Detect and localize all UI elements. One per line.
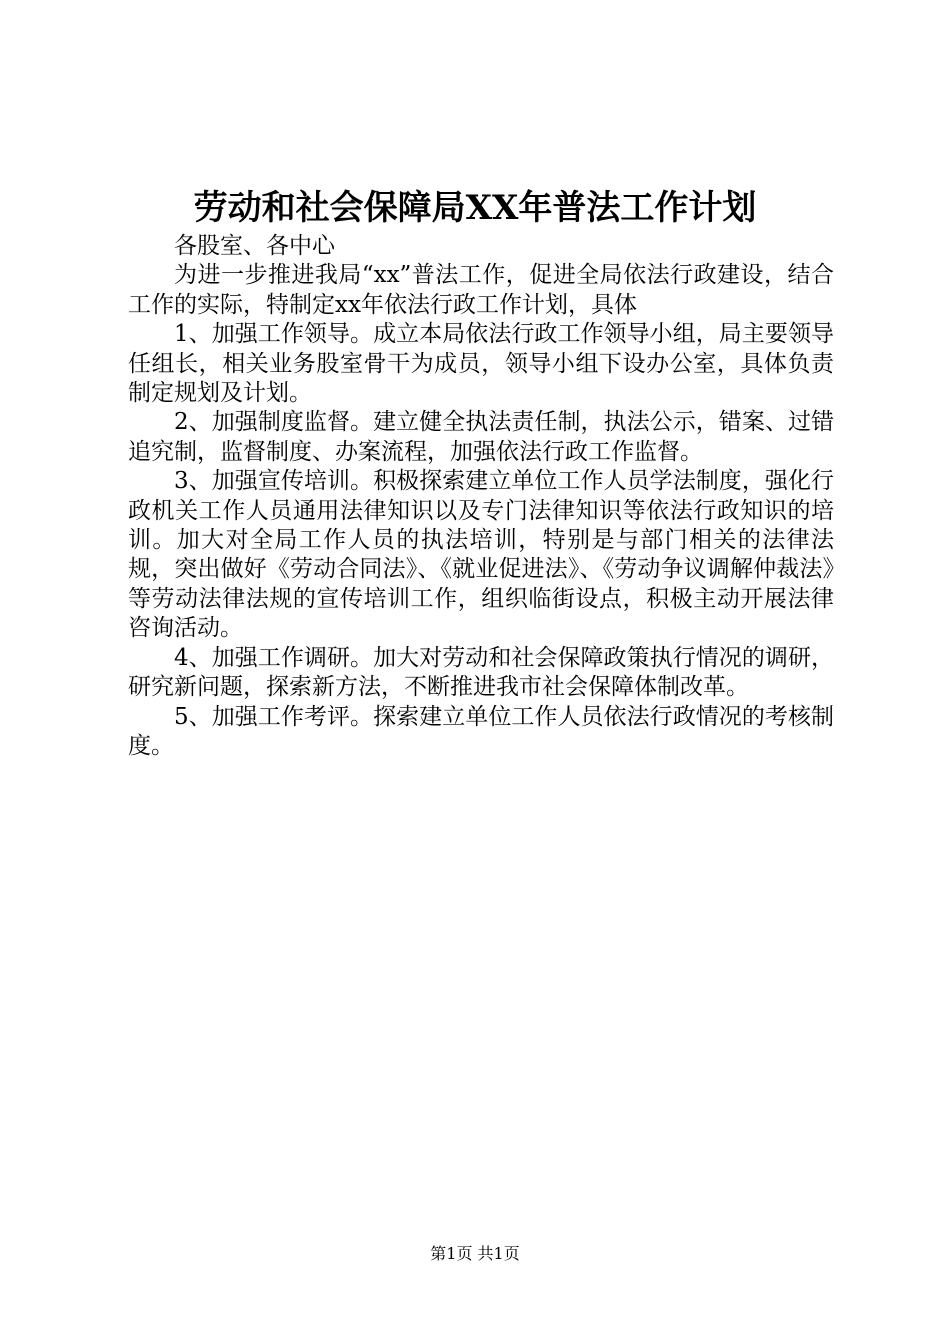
paragraph-item-4: 4、加强工作调研。加大对劳动和社会保障政策执行情况的调研，研究新问题，探索新方法，不断推进我市社会保障体制改革。 <box>128 644 834 701</box>
paragraph-item-3: 3、加强宣传培训。积极探索建立单位工作人员学法制度，强化行政机关工作人员通用法律知识以及专门法律知识等依法行政知识的培训。加大对全局工作人员的执法培训，特别是与部门相关的法律法规，突出做好《劳动合同法》、《就业促进法》、《劳动争议调解仲裁法》等劳动法律法规的宣传培训工作，组织临街设点，积极主动开展法律咨询活动。 <box>128 468 834 642</box>
paragraph-item-2: 2、加强制度监督。建立健全执法责任制，执法公示，错案、过错追究制，监督制度、办案流程，加强依法行政工作监督。 <box>128 409 834 465</box>
paragraph-item-1: 1、加强工作领导。成立本局依法行政工作领导小组，局主要领导任组长，相关业务股室骨干为成员，领导小组下设办公室，具体负责制定规划及计划。 <box>128 321 834 407</box>
document-title: 劳动和社会保障局XX年普法工作计划 <box>193 188 757 228</box>
page-footer: 第1页 共1页 <box>430 1244 520 1263</box>
document-body <box>128 232 834 761</box>
salutation: 各股室、各中心 <box>174 233 335 259</box>
paragraph-intro: 为进一步推进我局“xx”普法工作，促进全局依法行政建设，结合工作的实际，特制定xx年依法行政工作计划，具体 <box>128 262 834 318</box>
paragraph-item-5: 5、加强工作考评。探索建立单位工作人员依法行政情况的考核制度。 <box>128 703 834 759</box>
